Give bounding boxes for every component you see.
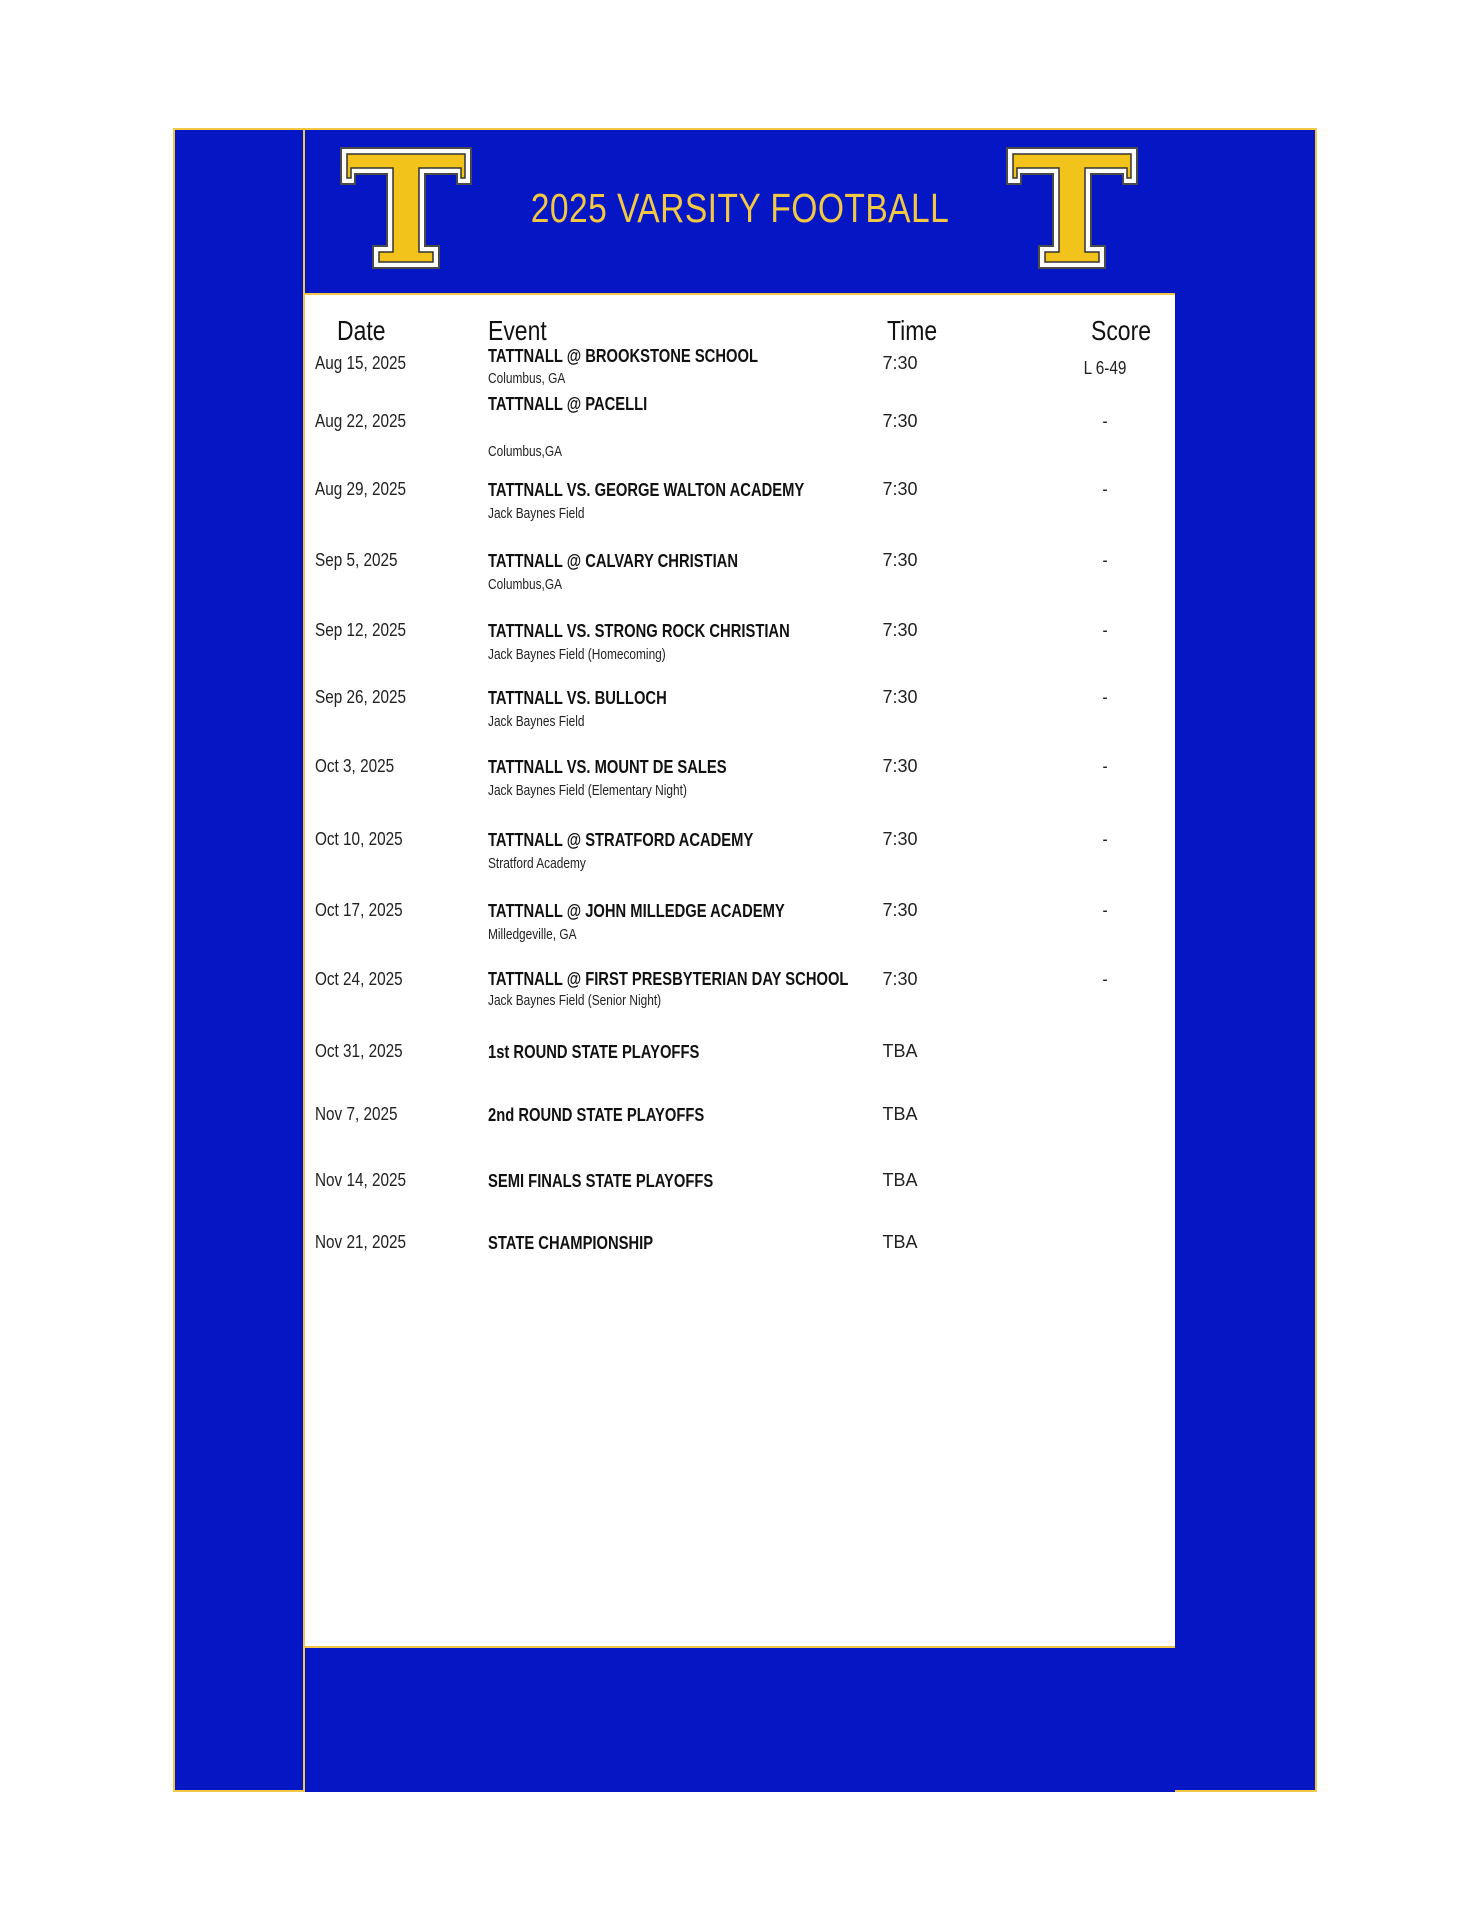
row-date: Aug 15, 2025 <box>315 353 407 373</box>
row-date: Sep 12, 2025 <box>315 620 407 640</box>
header-event: Event <box>488 315 547 346</box>
row-time: TBA <box>882 1041 918 1061</box>
row-event: TATTNALL VS. BULLOCH <box>488 688 667 708</box>
row-event: STATE CHAMPIONSHIP <box>488 1233 654 1253</box>
row-date: Sep 26, 2025 <box>315 687 407 707</box>
header-date: Date <box>337 315 386 346</box>
row-event: TATTNALL VS. MOUNT DE SALES <box>488 757 727 777</box>
row-time: 7:30 <box>882 353 918 373</box>
row-event: TATTNALL @ PACELLI <box>488 394 648 414</box>
t-logo-icon-right <box>1005 146 1139 270</box>
row-score: - <box>1102 829 1108 849</box>
header-banner <box>305 130 1175 295</box>
row-time: 7:30 <box>882 687 918 707</box>
row-location: Jack Baynes Field (Homecoming) <box>488 647 666 663</box>
row-event: TATTNALL @ STRATFORD ACADEMY <box>488 830 754 850</box>
row-date: Sep 5, 2025 <box>315 550 398 570</box>
row-location: Jack Baynes Field <box>488 506 585 522</box>
row-location: Milledgeville, GA <box>488 927 577 943</box>
row-score: - <box>1102 687 1108 707</box>
row-event: 1st ROUND STATE PLAYOFFS <box>488 1042 700 1062</box>
row-time: 7:30 <box>882 411 918 431</box>
row-score: - <box>1102 756 1108 776</box>
row-date: Nov 21, 2025 <box>315 1232 407 1252</box>
row-score: - <box>1102 620 1108 640</box>
row-location: Jack Baynes Field (Senior Night) <box>488 993 662 1009</box>
row-event: 2nd ROUND STATE PLAYOFFS <box>488 1105 705 1125</box>
row-date: Nov 7, 2025 <box>315 1104 398 1124</box>
row-time: TBA <box>882 1232 918 1252</box>
row-date: Oct 31, 2025 <box>315 1041 403 1061</box>
row-score: - <box>1102 550 1108 570</box>
row-time: 7:30 <box>882 756 918 776</box>
row-date: Aug 29, 2025 <box>315 479 407 499</box>
row-score: L 6-49 <box>1083 358 1127 378</box>
row-event: TATTNALL @ FIRST PRESBYTERIAN DAY SCHOOL <box>488 969 849 989</box>
row-time: TBA <box>882 1170 918 1190</box>
row-score: - <box>1102 479 1108 499</box>
row-date: Oct 3, 2025 <box>315 756 395 776</box>
row-time: 7:30 <box>882 620 918 640</box>
header-time: Time <box>887 315 938 346</box>
page-title: 2025 VARSITY FOOTBALL <box>530 185 950 231</box>
row-score: - <box>1102 900 1108 920</box>
row-score: - <box>1102 411 1108 431</box>
row-date: Nov 14, 2025 <box>315 1170 407 1190</box>
row-event: TATTNALL VS. STRONG ROCK CHRISTIAN <box>488 621 790 641</box>
row-time: 7:30 <box>882 479 918 499</box>
footer-banner <box>305 1648 1175 1792</box>
row-location: Columbus,GA <box>488 444 563 460</box>
row-time: 7:30 <box>882 900 918 920</box>
row-event: TATTNALL @ JOHN MILLEDGE ACADEMY <box>488 901 785 921</box>
row-location: Jack Baynes Field (Elementary Night) <box>488 783 687 799</box>
row-time: 7:30 <box>882 969 918 989</box>
row-event: SEMI FINALS STATE PLAYOFFS <box>488 1171 714 1191</box>
row-date: Oct 24, 2025 <box>315 969 403 989</box>
header-score: Score <box>1091 315 1151 346</box>
row-time: 7:30 <box>882 550 918 570</box>
row-event: TATTNALL VS. GEORGE WALTON ACADEMY <box>488 480 805 500</box>
row-time: TBA <box>882 1104 918 1124</box>
row-date: Oct 17, 2025 <box>315 900 403 920</box>
row-location: Columbus, GA <box>488 371 566 387</box>
schedule-table <box>305 295 1175 1648</box>
row-time: 7:30 <box>882 829 918 849</box>
row-location: Columbus,GA <box>488 577 563 593</box>
row-score: - <box>1102 969 1108 989</box>
row-location: Jack Baynes Field <box>488 714 585 730</box>
row-event: TATTNALL @ CALVARY CHRISTIAN <box>488 551 738 571</box>
schedule-frame <box>173 128 1317 1792</box>
row-date: Oct 10, 2025 <box>315 829 403 849</box>
row-date: Aug 22, 2025 <box>315 411 407 431</box>
row-location: Stratford Academy <box>488 856 586 872</box>
row-event: TATTNALL @ BROOKSTONE SCHOOL <box>488 346 758 366</box>
